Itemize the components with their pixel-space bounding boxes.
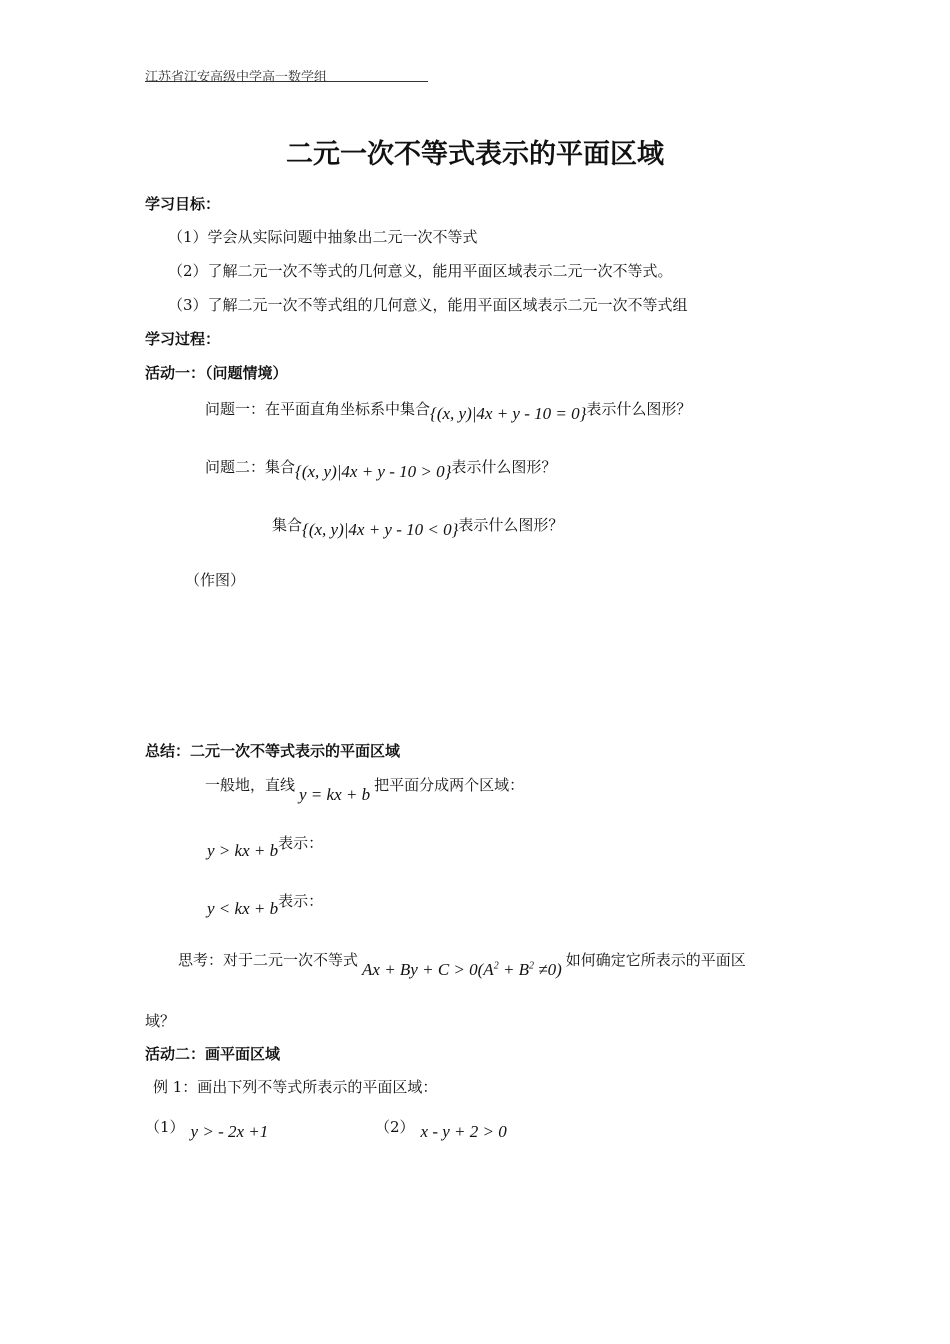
think-sup-a: 2 [493,960,499,972]
summary-gt [207,832,324,860]
process-heading: 学习过程： [145,330,221,348]
question-2 [205,456,557,481]
think-formula-mid: + B [498,960,530,979]
question-2-suffix: 表示什么图形？ [451,458,557,476]
think-tail: 域？ [145,1012,176,1030]
summary-line [205,774,525,804]
question-1-prefix: 问题一：在平面直角坐标系中集合 [205,400,431,418]
question-1 [205,398,692,423]
question-1-suffix: 表示什么图形？ [586,400,692,418]
activity1-heading: 活动一：（问题情境） [145,364,288,382]
think-formula [362,960,562,979]
header-school: 江苏省江安高级中学高一数学组 [145,70,328,85]
example-item-2-label: （2） [375,1118,415,1136]
think-prefix: 思考：对于二元一次不等式 [178,951,359,969]
question-2-prefix: 问题二：集合 [205,458,296,476]
example-item-2-formula: x - y + 2 > 0 [420,1122,507,1141]
think-sup-b: 2 [529,960,535,972]
example-1: 例 1：画出下列不等式所表示的平面区域： [153,1078,438,1096]
summary-line-formula: y = kx + b [299,785,371,804]
summary-gt-formula: y > kx + b [207,841,279,860]
think-suffix: 如何确定它所表示的平面区 [565,951,746,969]
question-3-prefix: 集合 [272,516,303,534]
header-underline [145,81,428,82]
summary-lt-label: 表示： [278,892,324,910]
summary-lt-formula: y < kx + b [207,899,279,918]
question-1-formula: {(x, y)|4x + y - 10 = 0} [430,404,587,423]
goal-item-3: （3）了解二元一次不等式组的几何意义，能用平面区域表示二元一次不等式组 [168,296,688,314]
question-3-suffix: 表示什么图形？ [458,516,564,534]
goals-heading: 学习目标： [145,195,221,213]
think-formula-end: ≠0) [534,960,562,979]
example-item-2 [375,1116,507,1141]
question-3-formula: {(x, y)|4x + y - 10 < 0} [302,520,459,539]
goal-item-2: （2）了解二元一次不等式的几何意义，能用平面区域表示二元一次不等式。 [168,262,673,280]
summary-gt-label: 表示： [278,834,324,852]
example-item-1 [145,1116,269,1141]
goal-item-1: （1）学会从实际问题中抽象出二元一次不等式 [168,228,478,246]
page-title: 二元一次不等式表示的平面区域 [286,139,664,170]
think-formula-main: Ax + By + C > 0(A [362,960,494,979]
draw-note: （作图） [185,571,246,589]
summary-line-suffix: 把平面分成两个区域： [374,776,525,794]
question-3 [272,514,564,539]
question-2-formula: {(x, y)|4x + y - 10 > 0} [295,462,452,481]
summary-lt [207,890,324,918]
example-item-1-formula: y > - 2x +1 [190,1122,269,1141]
example-item-1-label: （1） [145,1118,185,1136]
summary-line-prefix: 一般地，直线 [205,776,296,794]
activity2-heading: 活动二：画平面区域 [145,1045,281,1063]
summary-heading: 总结：二元一次不等式表示的平面区域 [145,742,401,760]
think-question [178,949,746,979]
